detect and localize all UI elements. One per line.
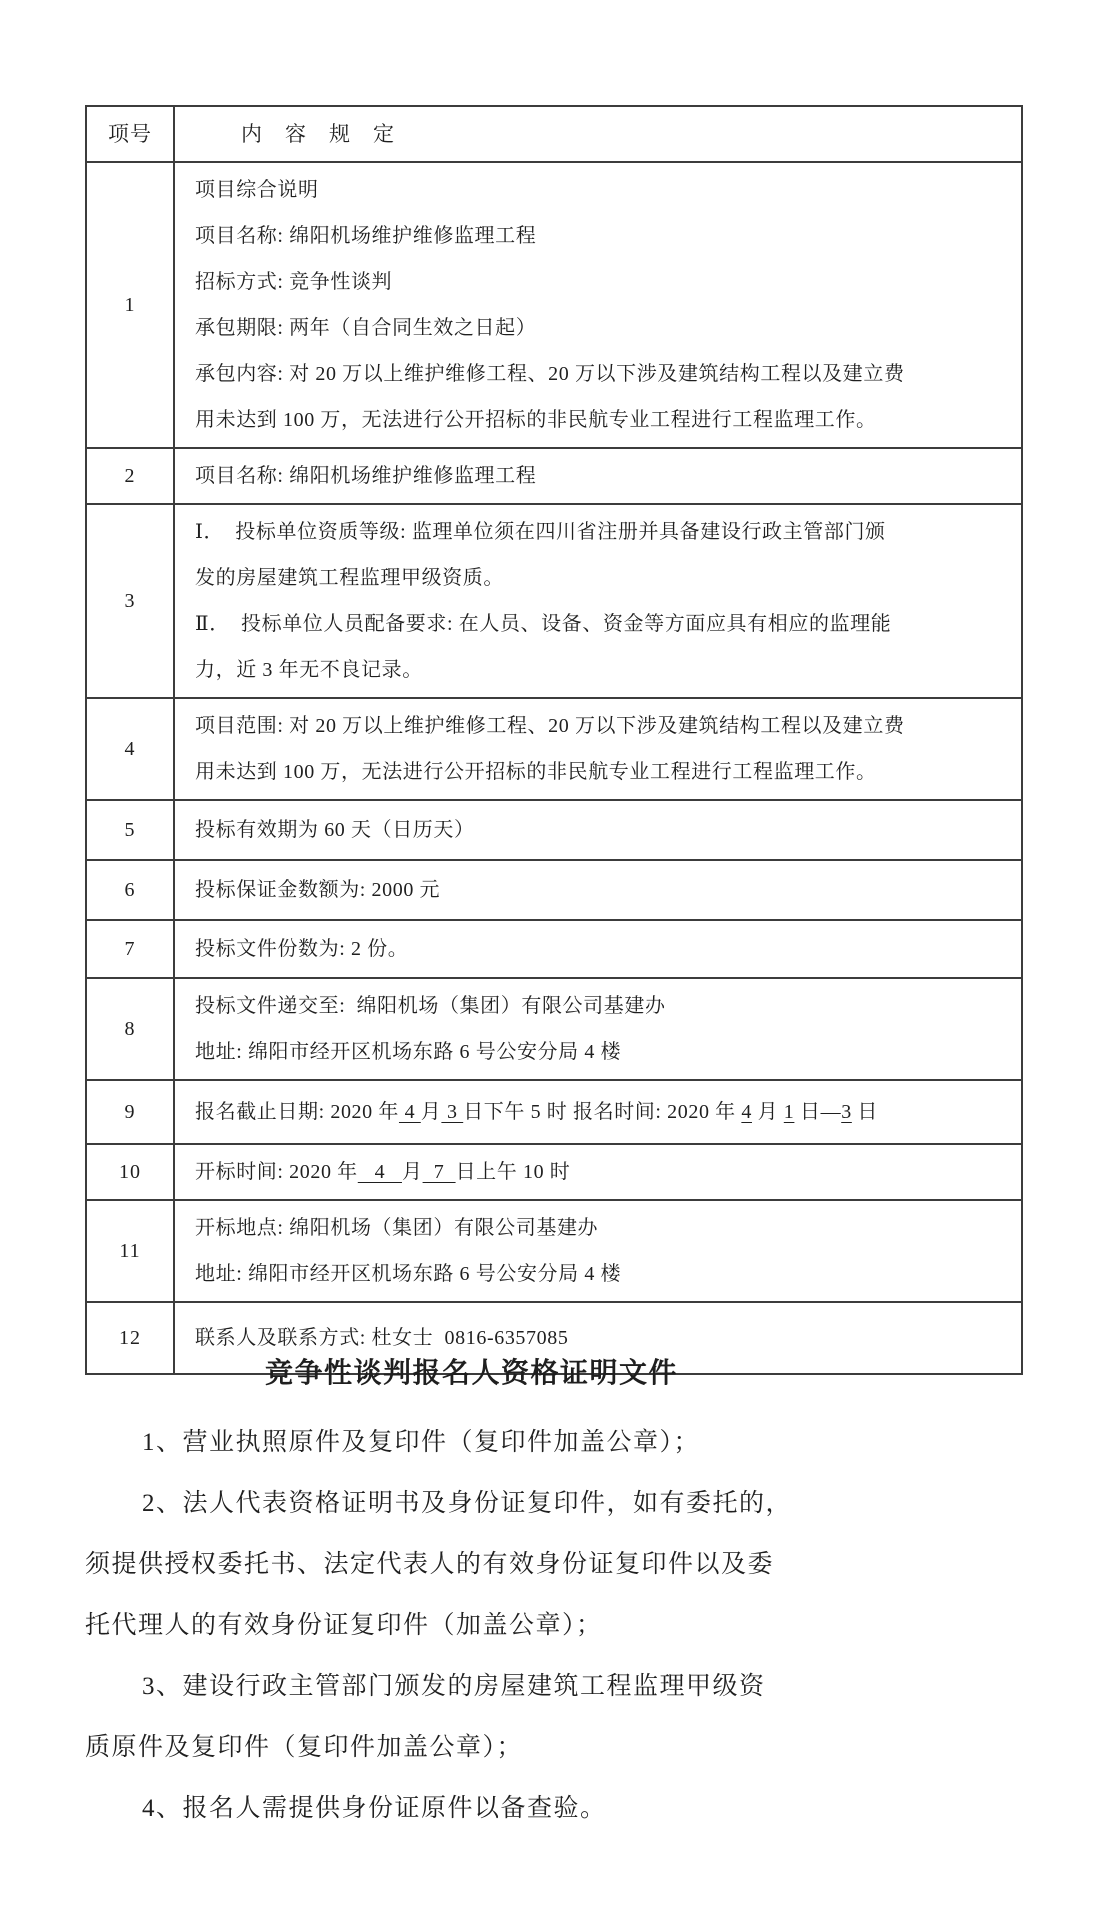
content-line: 投标文件份数为: 2 份。: [195, 938, 409, 960]
section-title: 竞争性谈判报名人资格证明文件: [265, 1358, 679, 1389]
table-row-7: [87, 919, 1021, 977]
content-line: 投标有效期为 60 天（日历天）: [195, 819, 475, 841]
paragraph-line: 3、建设行政主管部门颁发的房屋建筑工程监理甲级资: [142, 1673, 766, 1700]
item-number-cell: 4: [87, 699, 175, 799]
table-header-row: [87, 107, 1021, 161]
text-segment: 报名截止日期: 2020 年: [195, 1101, 399, 1123]
content-line: 联系人及联系方式: 杜女士 0816-6357085: [195, 1327, 569, 1349]
paragraph-line: 须提供授权委托书、法定代表人的有效身份证复印件以及委: [85, 1551, 775, 1578]
table-row-4: [87, 697, 1021, 799]
content-cell: [175, 1201, 1021, 1301]
item-number-cell: 6: [87, 861, 175, 919]
table-row-9: [87, 1079, 1021, 1143]
table-row-1: [87, 161, 1021, 447]
paragraph-line: 2、法人代表资格证明书及身份证复印件，如有委托的，: [142, 1490, 793, 1517]
content-cell: [175, 801, 1021, 859]
content-line: 投标保证金数额为: 2000 元: [195, 879, 441, 901]
text-segment: 日下午 5 时 报名时间: 2020 年: [463, 1101, 742, 1123]
content-cell: [175, 861, 1021, 919]
header-content: [175, 107, 1021, 161]
item-number-cell: 1: [87, 163, 175, 447]
paragraph-line: 质原件及复印件（复印件加盖公章）；: [85, 1734, 524, 1761]
content-line: 项目范围: 对 20 万以上维护维修工程、20 万以下涉及建筑结构工程以及建立费: [195, 715, 905, 737]
item-number-cell: 7: [87, 921, 175, 977]
underlined-date-value: 1: [783, 1101, 795, 1123]
content-line: 地址: 绵阳市经开区机场东路 6 号公安分局 4 楼: [195, 1041, 622, 1063]
content-line: 用未达到 100 万，无法进行公开招标的非民航专业工程进行工程监理工作。: [195, 761, 877, 783]
underlined-date-value: 4: [741, 1101, 752, 1123]
underlined-date-value: 4: [398, 1101, 421, 1123]
content-cell: [175, 505, 1021, 697]
text-segment: 月: [401, 1161, 423, 1183]
content-line: 开标地点: 绵阳机场（集团）有限公司基建办: [195, 1217, 599, 1239]
content-line: [195, 1149, 1015, 1195]
text-segment: 开标时间: 2020 年: [195, 1161, 358, 1183]
table-row-2: [87, 447, 1021, 503]
content-line: 项目名称: 绵阳机场维护维修监理工程: [195, 225, 537, 247]
spec-table: [85, 105, 1023, 1375]
content-cell: [175, 163, 1021, 447]
item-number-cell: 3: [87, 505, 175, 697]
content-line: 地址: 绵阳市经开区机场东路 6 号公安分局 4 楼: [195, 1263, 622, 1285]
underlined-date-value: 3: [841, 1101, 852, 1123]
content-line: 用未达到 100 万，无法进行公开招标的非民航专业工程进行工程监理工作。: [195, 409, 877, 431]
content-line: [195, 1089, 1015, 1135]
underlined-date-value: 7: [422, 1161, 456, 1183]
item-number-cell: 10: [87, 1145, 175, 1199]
table-row-11: [87, 1199, 1021, 1301]
content-line: 力，近 3 年无不良记录。: [195, 659, 423, 681]
content-line: Ⅰ． 投标单位资质等级: 监理单位须在四川省注册并具备建设行政主管部门颁: [195, 521, 886, 543]
content-line: 项目综合说明: [195, 179, 319, 201]
content-line: 项目名称: 绵阳机场维护维修监理工程: [195, 465, 537, 487]
content-cell: [175, 699, 1021, 799]
content-cell: [175, 449, 1021, 503]
content-line: 招标方式: 竞争性谈判: [195, 271, 393, 293]
content-line: 发的房屋建筑工程监理甲级资质。: [195, 567, 504, 589]
item-number-cell: 8: [87, 979, 175, 1079]
item-number-cell: 2: [87, 449, 175, 503]
text-segment: 日上午 10 时: [455, 1161, 571, 1183]
table-row-3: [87, 503, 1021, 697]
content-line: Ⅱ． 投标单位人员配备要求: 在人员、设备、资金等方面应具有相应的监理能: [195, 613, 892, 635]
header-content-label: 内 容 规 定: [241, 122, 395, 146]
paragraph-line: 4、报名人需提供身份证原件以备查验。: [142, 1795, 607, 1822]
text-segment: 月: [420, 1101, 442, 1123]
header-item-number-label: 项号: [108, 122, 152, 146]
table-row-8: [87, 977, 1021, 1079]
content-cell: [175, 1081, 1021, 1143]
header-item-number: [87, 107, 175, 161]
content-cell: [175, 921, 1021, 977]
content-cell: [175, 979, 1021, 1079]
content-line: 承包期限: 两年（自合同生效之日起）: [195, 317, 537, 339]
paragraph-line: 1、营业执照原件及复印件（复印件加盖公章）；: [142, 1429, 701, 1456]
text-segment: 日: [851, 1101, 879, 1123]
item-number-cell: 12: [87, 1303, 175, 1373]
table-row-10: [87, 1143, 1021, 1199]
content-cell: [175, 1145, 1021, 1199]
table-row-6: [87, 859, 1021, 919]
certificate-section: [85, 1352, 1035, 1839]
paragraph-line: 托代理人的有效身份证复印件（加盖公章）；: [85, 1612, 603, 1639]
underlined-date-value: 4: [357, 1161, 402, 1183]
content-line: 承包内容: 对 20 万以上维护维修工程、20 万以下涉及建筑结构工程以及建立费: [195, 363, 905, 385]
text-segment: 日—: [794, 1101, 842, 1123]
item-number-cell: 9: [87, 1081, 175, 1143]
content-line: 投标文件递交至: 绵阳机场（集团）有限公司基建办: [195, 995, 666, 1017]
item-number-cell: 11: [87, 1201, 175, 1301]
table-row-5: [87, 799, 1021, 859]
item-number-cell: 5: [87, 801, 175, 859]
text-segment: 月: [751, 1101, 784, 1123]
underlined-date-value: 3: [441, 1101, 464, 1123]
